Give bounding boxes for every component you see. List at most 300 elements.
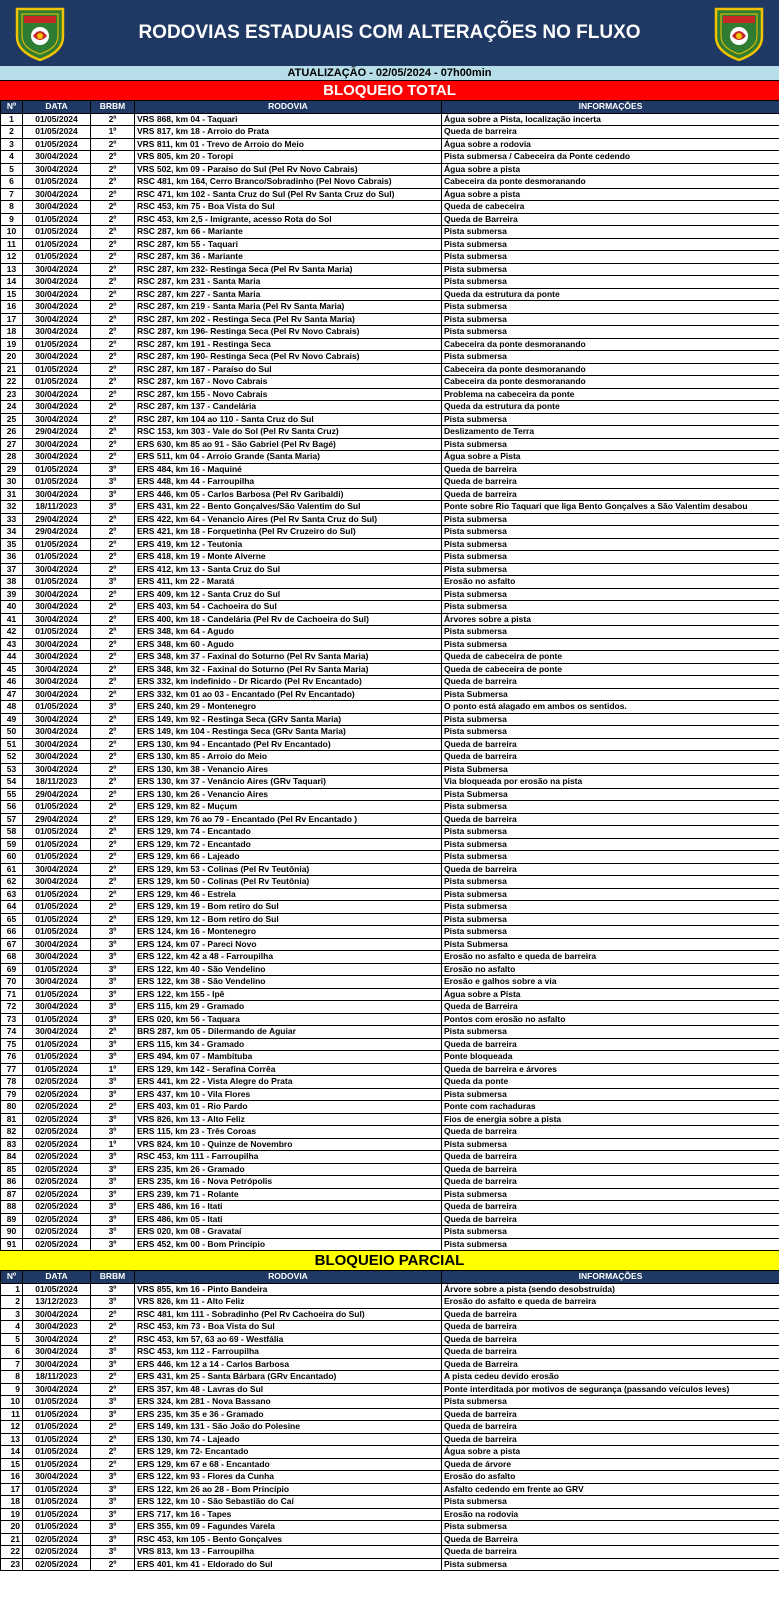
table-row — [1, 613, 779, 626]
cell-informacoes: Pista submersa — [442, 1521, 779, 1534]
cell-informacoes: Pista submersa — [442, 801, 779, 814]
table-row — [1, 1371, 779, 1384]
cell-brbm: 3º — [91, 1296, 135, 1309]
cell-informacoes: Pista submersa — [442, 438, 779, 451]
cell-informacoes: Queda de barreira — [442, 1151, 779, 1164]
cell-data: 02/05/2024 — [23, 1226, 91, 1239]
cell-brbm: 1º — [91, 1063, 135, 1076]
cell-rodovia: ERS 129, km 82 - Muçum — [135, 801, 442, 814]
cell-brbm: 3º — [91, 501, 135, 514]
table-row — [1, 413, 779, 426]
cell-numero: 61 — [1, 863, 23, 876]
cell-informacoes: Pista submersa — [442, 1188, 779, 1201]
cell-data: 30/04/2024 — [23, 388, 91, 401]
table-row — [1, 526, 779, 539]
cell-numero: 55 — [1, 788, 23, 801]
cell-data: 30/04/2024 — [23, 763, 91, 776]
cell-rodovia: ERS 122, km 26 ao 28 - Bom Princípio — [135, 1483, 442, 1496]
table-row — [1, 488, 779, 501]
cell-numero: 18 — [1, 1496, 23, 1509]
page-title: RODOVIAS ESTADUAIS COM ALTERAÇÕES NO FLUXO — [138, 22, 641, 43]
cell-informacoes: Água sobre a Pista — [442, 451, 779, 464]
cell-informacoes: Pista submersa — [442, 1496, 779, 1509]
cell-data: 30/04/2024 — [23, 351, 91, 364]
table-row — [1, 651, 779, 664]
cell-brbm: 2º — [91, 376, 135, 389]
table-row — [1, 126, 779, 139]
cell-rodovia: ERS 124, km 07 - Pareci Novo — [135, 938, 442, 951]
cell-informacoes: Ponte sobre Rio Taquari que liga Bento Gonçalves a São Valentim desabou — [442, 501, 779, 514]
cell-rodovia: ERS 129, km 142 - Serafina Corrêa — [135, 1063, 442, 1076]
cell-numero: 50 — [1, 726, 23, 739]
cell-data: 01/05/2024 — [23, 913, 91, 926]
cell-informacoes: Erosão do asfalto — [442, 1471, 779, 1484]
cell-rodovia: RSC 287, km 36 - Mariante — [135, 251, 442, 264]
cell-rodovia: ERS 422, km 64 - Venancio Aires (Pel Rv Santa Cruz do Sul) — [135, 513, 442, 526]
cell-data: 01/05/2024 — [23, 138, 91, 151]
cell-rodovia: ERS 149, km 104 - Restinga Seca (GRv Santa Maria) — [135, 726, 442, 739]
cell-data: 01/05/2024 — [23, 826, 91, 839]
table-row — [1, 1101, 779, 1114]
cell-numero: 33 — [1, 513, 23, 526]
table-row — [1, 576, 779, 589]
cell-numero: 65 — [1, 913, 23, 926]
cell-data: 30/04/2024 — [23, 676, 91, 689]
table-row — [1, 1076, 779, 1089]
table-row — [1, 976, 779, 989]
cell-numero: 21 — [1, 363, 23, 376]
table-row — [1, 1358, 779, 1371]
cell-brbm: 2º — [91, 351, 135, 364]
table-row — [1, 1188, 779, 1201]
cell-numero: 77 — [1, 1063, 23, 1076]
cell-brbm: 3º — [91, 1283, 135, 1296]
cell-rodovia: ERS 122, km 42 a 48 - Farroupilha — [135, 951, 442, 964]
cell-data: 01/05/2024 — [23, 1446, 91, 1459]
cell-data: 01/05/2024 — [23, 838, 91, 851]
cell-brbm: 3º — [91, 988, 135, 1001]
table-row — [1, 476, 779, 489]
cell-numero: 10 — [1, 1396, 23, 1409]
cell-numero: 41 — [1, 613, 23, 626]
cell-rodovia: ERS 401, km 41 - Eldorado do Sul — [135, 1558, 442, 1571]
cell-numero: 17 — [1, 313, 23, 326]
table-row — [1, 238, 779, 251]
cell-numero: 71 — [1, 988, 23, 1001]
cell-informacoes: Pista submersa — [442, 538, 779, 551]
cell-data: 30/04/2024 — [23, 1001, 91, 1014]
table-row — [1, 751, 779, 764]
cell-informacoes: Árvore sobre a pista (sendo desobstruída) — [442, 1283, 779, 1296]
cell-informacoes: Cabeceira da ponte desmoranando — [442, 338, 779, 351]
cell-numero: 19 — [1, 338, 23, 351]
cell-data: 30/04/2024 — [23, 276, 91, 289]
cell-numero: 82 — [1, 1126, 23, 1139]
table-row — [1, 1546, 779, 1559]
cell-data: 13/12/2023 — [23, 1296, 91, 1309]
cell-rodovia: ERS 348, km 32 - Faxinal do Soturno (Pel Rv Santa Maria) — [135, 663, 442, 676]
cell-rodovia: ERS 129, km 50 - Colinas (Pel Rv Teutônia) — [135, 876, 442, 889]
cell-rodovia: ERS 486, km 05 - Itati — [135, 1213, 442, 1226]
cell-numero: 91 — [1, 1238, 23, 1251]
cell-data: 30/04/2024 — [23, 976, 91, 989]
cell-brbm: 2º — [91, 226, 135, 239]
cell-brbm: 2º — [91, 876, 135, 889]
cell-numero: 57 — [1, 813, 23, 826]
cell-rodovia: ERS 130, km 37 - Venâncio Aires (GRv Taquari) — [135, 776, 442, 789]
cell-numero: 21 — [1, 1533, 23, 1546]
cell-data: 01/05/2024 — [23, 238, 91, 251]
cell-informacoes: Queda de barreira — [442, 1546, 779, 1559]
cell-informacoes: Queda de barreira — [442, 1433, 779, 1446]
cell-rodovia: ERS 446, km 12 a 14 - Carlos Barbosa — [135, 1358, 442, 1371]
cell-data: 30/04/2024 — [23, 1346, 91, 1359]
cell-informacoes: Pista submersa — [442, 351, 779, 364]
table-row — [1, 688, 779, 701]
cell-informacoes: Queda de árvore — [442, 1458, 779, 1471]
cell-brbm: 2º — [91, 413, 135, 426]
table-row — [1, 601, 779, 614]
table-bloqueio-parcial — [0, 1270, 779, 1571]
table-row — [1, 1321, 779, 1334]
cell-brbm: 2º — [91, 1433, 135, 1446]
cell-rodovia: ERS 400, km 18 - Candelária (Pel Rv de Cachoeira do Sul) — [135, 613, 442, 626]
cell-rodovia: VRS 805, km 20 - Toropi — [135, 151, 442, 164]
cell-informacoes: Queda de barreira — [442, 1333, 779, 1346]
cell-data: 01/05/2024 — [23, 251, 91, 264]
cell-rodovia: ERS 115, km 23 - Três Coroas — [135, 1126, 442, 1139]
cell-rodovia: ERS 412, km 13 - Santa Cruz do Sul — [135, 563, 442, 576]
cell-rodovia: ERS 129, km 74 - Encantado — [135, 826, 442, 839]
cell-data: 30/04/2024 — [23, 663, 91, 676]
cell-rodovia: VRS 811, km 01 - Trevo de Arroio do Meio — [135, 138, 442, 151]
cell-rodovia: ERS 411, km 22 - Maratá — [135, 576, 442, 589]
cell-numero: 72 — [1, 1001, 23, 1014]
table-row — [1, 1088, 779, 1101]
cell-numero: 2 — [1, 126, 23, 139]
cell-rodovia: RSC 287, km 137 - Candelária — [135, 401, 442, 414]
cell-numero: 15 — [1, 1458, 23, 1471]
cell-informacoes: Pista Submersa — [442, 763, 779, 776]
cell-brbm: 2º — [91, 1333, 135, 1346]
cell-brbm: 2º — [91, 588, 135, 601]
cell-rodovia: RSC 453, km 75 - Boa Vista do Sul — [135, 201, 442, 214]
cell-numero: 89 — [1, 1213, 23, 1226]
table-row — [1, 1383, 779, 1396]
table-row — [1, 276, 779, 289]
cell-brbm: 2º — [91, 188, 135, 201]
cell-data: 01/05/2024 — [23, 551, 91, 564]
cell-data: 01/05/2024 — [23, 901, 91, 914]
cell-numero: 52 — [1, 751, 23, 764]
cell-data: 01/05/2024 — [23, 1063, 91, 1076]
table-row — [1, 913, 779, 926]
cell-data: 01/05/2024 — [23, 801, 91, 814]
cell-data: 02/05/2024 — [23, 1201, 91, 1214]
cell-rodovia: RSC 287, km 187 - Paraíso do Sul — [135, 363, 442, 376]
cell-brbm: 3º — [91, 1088, 135, 1101]
cell-numero: 5 — [1, 163, 23, 176]
cell-informacoes: Pista submersa — [442, 726, 779, 739]
table-row — [1, 938, 779, 951]
cell-brbm: 2º — [91, 213, 135, 226]
cell-numero: 63 — [1, 888, 23, 901]
cell-brbm: 2º — [91, 563, 135, 576]
table-row — [1, 213, 779, 226]
cell-rodovia: ERS 494, km 07 - Mambituba — [135, 1051, 442, 1064]
cell-rodovia: VRS 502, km 09 - Paraíso do Sul (Pel Rv Novo Cabrais) — [135, 163, 442, 176]
cell-brbm: 3º — [91, 463, 135, 476]
cell-numero: 40 — [1, 601, 23, 614]
cell-rodovia: ERS 129, km 67 e 68 - Encantado — [135, 1458, 442, 1471]
cell-brbm: 2º — [91, 301, 135, 314]
cell-data: 30/04/2024 — [23, 1333, 91, 1346]
col-header-rodovia: RODOVIA — [135, 1271, 442, 1284]
cell-informacoes: Pista submersa — [442, 876, 779, 889]
cell-informacoes: Cabeceira da ponte desmoranando — [442, 376, 779, 389]
table-row — [1, 1163, 779, 1176]
table-row — [1, 1126, 779, 1139]
cell-brbm: 2º — [91, 688, 135, 701]
update-timestamp: ATUALIZAÇÃO - 02/05/2024 - 07h00min — [0, 66, 779, 81]
table-row — [1, 363, 779, 376]
cell-brbm: 3º — [91, 1358, 135, 1371]
table-row — [1, 1026, 779, 1039]
col-header-data: DATA — [23, 101, 91, 114]
table-row — [1, 1051, 779, 1064]
cell-informacoes: Queda de barreira — [442, 738, 779, 751]
cell-informacoes: Pista submersa — [442, 1026, 779, 1039]
cell-data: 01/05/2024 — [23, 926, 91, 939]
cell-brbm: 3º — [91, 1038, 135, 1051]
cell-data: 02/05/2024 — [23, 1558, 91, 1571]
table-row — [1, 201, 779, 214]
table-row — [1, 1238, 779, 1251]
cell-data: 02/05/2024 — [23, 1213, 91, 1226]
cell-informacoes: Água sobre a Pista, localização incerta — [442, 113, 779, 126]
cell-brbm: 3º — [91, 576, 135, 589]
cell-data: 01/05/2024 — [23, 363, 91, 376]
table-row — [1, 838, 779, 851]
cell-data: 01/05/2024 — [23, 1458, 91, 1471]
table-row — [1, 226, 779, 239]
cell-data: 30/04/2024 — [23, 726, 91, 739]
cell-rodovia: ERS 115, km 34 - Gramado — [135, 1038, 442, 1051]
cell-data: 29/04/2024 — [23, 813, 91, 826]
table-row — [1, 326, 779, 339]
cell-brbm: 2º — [91, 913, 135, 926]
cell-rodovia: ERS 403, km 01 - Rio Pardo — [135, 1101, 442, 1114]
table-row — [1, 426, 779, 439]
table-header-row — [1, 1271, 779, 1284]
cell-brbm: 3º — [91, 1346, 135, 1359]
cell-numero: 85 — [1, 1163, 23, 1176]
cell-numero: 75 — [1, 1038, 23, 1051]
cell-numero: 14 — [1, 1446, 23, 1459]
cell-numero: 24 — [1, 401, 23, 414]
cell-informacoes: Erosão no asfalto — [442, 963, 779, 976]
cell-informacoes: Queda de cabeceira de ponte — [442, 651, 779, 664]
cell-numero: 1 — [1, 1283, 23, 1296]
col-header-informacoes: INFORMAÇÕES — [442, 101, 779, 114]
cell-data: 30/04/2024 — [23, 738, 91, 751]
table-row — [1, 1201, 779, 1214]
cell-brbm: 2º — [91, 1458, 135, 1471]
cell-rodovia: ERS 235, km 16 - Nova Petrópolis — [135, 1176, 442, 1189]
table-row — [1, 351, 779, 364]
cell-informacoes: Água sobre a Pista — [442, 988, 779, 1001]
cell-informacoes: Erosão do asfalto e queda de barreira — [442, 1296, 779, 1309]
cell-brbm: 2º — [91, 263, 135, 276]
cell-numero: 9 — [1, 213, 23, 226]
cell-brbm: 3º — [91, 1408, 135, 1421]
cell-brbm: 2º — [91, 826, 135, 839]
table-row — [1, 551, 779, 564]
cell-numero: 48 — [1, 701, 23, 714]
table-row — [1, 1533, 779, 1546]
cell-informacoes: Queda de barreira e árvores — [442, 1063, 779, 1076]
cell-informacoes: Queda de barreira — [442, 1308, 779, 1321]
cell-data: 01/05/2024 — [23, 1038, 91, 1051]
cell-numero: 11 — [1, 1408, 23, 1421]
cell-informacoes: Queda de barreira — [442, 813, 779, 826]
col-header-data: DATA — [23, 1271, 91, 1284]
cell-informacoes: Pista submersa — [442, 1138, 779, 1151]
cell-numero: 23 — [1, 388, 23, 401]
cell-brbm: 3º — [91, 976, 135, 989]
cell-informacoes: Queda de cabeceira — [442, 201, 779, 214]
cell-informacoes: Erosão no asfalto e queda de barreira — [442, 951, 779, 964]
cell-rodovia: BRS 287, km 05 - Dilermando de Aguiar — [135, 1026, 442, 1039]
cell-informacoes: Pista submersa — [442, 913, 779, 926]
cell-informacoes: Pista submersa — [442, 513, 779, 526]
cell-rodovia: ERS 020, km 08 - Gravataí — [135, 1226, 442, 1239]
table-row — [1, 1396, 779, 1409]
table-row — [1, 176, 779, 189]
cell-data: 30/04/2024 — [23, 1471, 91, 1484]
cell-rodovia: ERS 437, km 10 - Vila Flores — [135, 1088, 442, 1101]
cell-brbm: 3º — [91, 701, 135, 714]
cell-brbm: 2º — [91, 451, 135, 464]
cell-brbm: 3º — [91, 1151, 135, 1164]
cell-informacoes: Queda de barreira — [442, 488, 779, 501]
cell-numero: 32 — [1, 501, 23, 514]
table-row — [1, 1296, 779, 1309]
cell-informacoes: Pista submersa — [442, 251, 779, 264]
cell-brbm: 2º — [91, 713, 135, 726]
cell-rodovia: RSC 287, km 190- Restinga Seca (Pel Rv Novo Cabrais) — [135, 351, 442, 364]
cell-numero: 49 — [1, 713, 23, 726]
cell-numero: 11 — [1, 238, 23, 251]
cell-brbm: 3º — [91, 488, 135, 501]
cell-rodovia: ERS 332, km 01 ao 03 - Encantado (Pel Rv Encantado) — [135, 688, 442, 701]
cell-numero: 27 — [1, 438, 23, 451]
cell-rodovia: ERS 130, km 26 - Venancio Aires — [135, 788, 442, 801]
cell-data: 30/04/2024 — [23, 201, 91, 214]
cell-brbm: 2º — [91, 313, 135, 326]
cell-data: 01/05/2024 — [23, 988, 91, 1001]
cell-rodovia: ERS 630, km 85 ao 91 - São Gabriel (Pel Rv Bagé) — [135, 438, 442, 451]
cell-numero: 51 — [1, 738, 23, 751]
cell-informacoes: Queda de barreira — [442, 1408, 779, 1421]
table-row — [1, 726, 779, 739]
cell-data: 30/04/2024 — [23, 326, 91, 339]
cell-data: 30/04/2024 — [23, 151, 91, 164]
table-row — [1, 513, 779, 526]
cell-rodovia: ERS 441, km 22 - Vista Alegre do Prata — [135, 1076, 442, 1089]
cell-brbm: 3º — [91, 938, 135, 951]
cell-rodovia: ERS 355, km 09 - Fagundes Varela — [135, 1521, 442, 1534]
cell-informacoes: Pista submersa — [442, 588, 779, 601]
cell-data: 01/05/2024 — [23, 963, 91, 976]
cell-informacoes: Pista submersa — [442, 638, 779, 651]
cell-brbm: 2º — [91, 401, 135, 414]
cell-data: 30/04/2024 — [23, 876, 91, 889]
table-row — [1, 138, 779, 151]
section-title-bloqueio-total: BLOQUEIO TOTAL — [0, 81, 779, 100]
cell-rodovia: ERS 129, km 66 - Lajeado — [135, 851, 442, 864]
cell-rodovia: ERS 149, km 92 - Restinga Seca (GRv Santa Maria) — [135, 713, 442, 726]
cell-numero: 23 — [1, 1558, 23, 1571]
cell-rodovia: ERS 324, km 281 - Nova Bassano — [135, 1396, 442, 1409]
cell-rodovia: ERS 130, km 85 - Arroio do Meio — [135, 751, 442, 764]
col-header-numero: Nº — [1, 101, 23, 114]
cell-informacoes: Queda de cabeceira de ponte — [442, 663, 779, 676]
cell-rodovia: RSC 453, km 2,5 - Imigrante, acesso Rota do Sol — [135, 213, 442, 226]
table-row — [1, 1558, 779, 1571]
table-row — [1, 338, 779, 351]
cell-brbm: 2º — [91, 363, 135, 376]
cell-data: 18/11/2023 — [23, 501, 91, 514]
cell-data: 30/04/2024 — [23, 438, 91, 451]
cell-rodovia: ERS 122, km 40 - São Vendelino — [135, 963, 442, 976]
cell-rodovia: ERS 446, km 05 - Carlos Barbosa (Pel Rv Garibaldi) — [135, 488, 442, 501]
cell-data: 01/05/2024 — [23, 463, 91, 476]
cell-rodovia: ERS 235, km 35 e 36 - Gramado — [135, 1408, 442, 1421]
cell-data: 29/04/2024 — [23, 513, 91, 526]
cell-numero: 12 — [1, 251, 23, 264]
col-header-informacoes: INFORMAÇÕES — [442, 1271, 779, 1284]
cell-rodovia: ERS 403, km 54 - Cachoeira do Sul — [135, 601, 442, 614]
cell-data: 01/05/2024 — [23, 376, 91, 389]
table-row — [1, 1283, 779, 1296]
cell-informacoes: Pista submersa — [442, 276, 779, 289]
cell-data: 02/05/2024 — [23, 1176, 91, 1189]
cell-numero: 2 — [1, 1296, 23, 1309]
cell-brbm: 2º — [91, 426, 135, 439]
cell-informacoes: Erosão no asfalto — [442, 576, 779, 589]
cell-numero: 56 — [1, 801, 23, 814]
cell-brbm: 2º — [91, 763, 135, 776]
cell-informacoes: Água sobre a pista — [442, 1446, 779, 1459]
cell-data: 30/04/2024 — [23, 1383, 91, 1396]
cell-rodovia: ERS 717, km 16 - Tapes — [135, 1508, 442, 1521]
cell-informacoes: Água sobre a pista — [442, 163, 779, 176]
table-row — [1, 1433, 779, 1446]
cell-rodovia: RSC 453, km 73 - Boa Vista do Sul — [135, 1321, 442, 1334]
cell-numero: 34 — [1, 526, 23, 539]
cell-brbm: 3º — [91, 476, 135, 489]
cell-data: 30/04/2023 — [23, 1321, 91, 1334]
cell-brbm: 2º — [91, 626, 135, 639]
cell-data: 01/05/2024 — [23, 851, 91, 864]
cell-numero: 76 — [1, 1051, 23, 1064]
cell-brbm: 3º — [91, 963, 135, 976]
table-row — [1, 1013, 779, 1026]
cell-brbm: 2º — [91, 751, 135, 764]
cell-rodovia: ERS 419, km 12 - Teutonia — [135, 538, 442, 551]
cell-data: 01/05/2024 — [23, 1421, 91, 1434]
